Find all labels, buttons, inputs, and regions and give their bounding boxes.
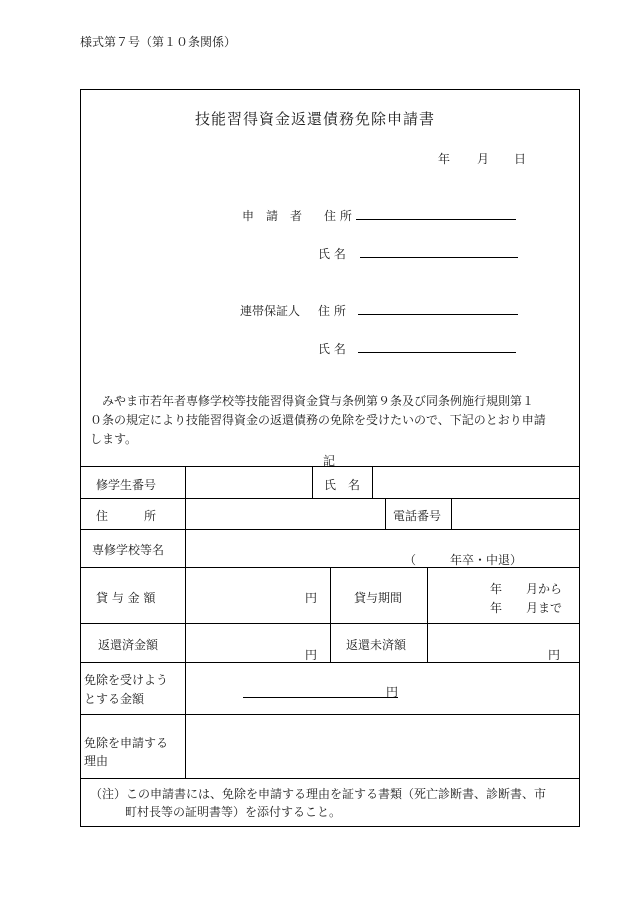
applicant-name-field[interactable] [360, 257, 518, 258]
guarantor-name-field[interactable] [358, 352, 516, 353]
guarantor-address-label: 住 所 [318, 304, 346, 318]
school-name-label: 専修学校等名 [92, 543, 165, 557]
period-to-year: 年 [490, 601, 503, 615]
date-year-label: 年 [438, 152, 451, 166]
statement-line: します。 [90, 432, 138, 446]
table-col-border [385, 498, 386, 529]
table-bottom-border [80, 778, 580, 779]
student-number-field[interactable] [186, 467, 311, 497]
loan-amount-yen: 円 [305, 591, 318, 605]
applicant-address-field[interactable] [356, 219, 516, 220]
guarantor-label: 連帯保証人 [240, 304, 301, 318]
note-line-2: 町村長等の証明書等）を添付すること。 [125, 805, 342, 819]
document-title: 技能習得資金返還債務免除申請書 [194, 110, 435, 128]
application-statement [90, 392, 575, 449]
graduation-status-label: 年卒・中退） [450, 553, 523, 567]
statement-line: ０条の規定により技能習得資金の返還債務の免除を受けたいので、下記のとおり申請 [90, 413, 546, 427]
repaid-amount-field[interactable] [186, 624, 306, 661]
repaid-amount-yen: 円 [305, 648, 318, 662]
name-label: 氏 名 [324, 478, 361, 492]
phone-label: 電話番号 [393, 509, 442, 523]
table-col-border [330, 567, 331, 662]
statement-line: みやま市若年者専修学校等技能習得資金貸与条例第９条及び同条例施行規則第１ [90, 394, 535, 408]
note-line-1: （注）この申請書には、免除を申請する理由を証する書類（死亡診断書、診断書、市 [90, 787, 547, 801]
period-to-month: 月まで [526, 601, 563, 615]
table-row-border [80, 662, 580, 663]
address-field[interactable] [186, 499, 384, 528]
period-from-month: 月から [526, 582, 563, 596]
exempt-amount-label-1: 免除を受けよう [84, 673, 169, 687]
form-number: 様式第７号（第１０条関係） [80, 35, 237, 49]
date-day-label: 日 [514, 152, 527, 166]
address-label: 住 所 [96, 509, 157, 523]
ki-label: 記 [323, 454, 336, 468]
applicant-label: 申 請 者 [242, 209, 303, 223]
loan-period-label: 貸与期間 [354, 591, 403, 605]
guarantor-name-label: 氏 名 [318, 342, 346, 356]
applicant-name-label: 氏 名 [318, 247, 346, 261]
date-month-label: 月 [477, 152, 490, 166]
exempt-amount-field[interactable] [243, 697, 398, 698]
repaid-amount-label: 返還済金額 [98, 638, 159, 652]
loan-amount-label: 貸 与 金 額 [96, 591, 156, 605]
unpaid-amount-yen: 円 [548, 648, 561, 662]
phone-field[interactable] [452, 499, 579, 528]
student-number-label: 修学生番号 [96, 478, 157, 492]
school-name-field[interactable] [186, 530, 579, 550]
unpaid-amount-field[interactable] [428, 624, 546, 661]
table-col-border [312, 466, 313, 498]
applicant-address-label: 住 所 [324, 209, 352, 223]
reason-field[interactable] [186, 715, 579, 777]
exempt-amount-label-2: とする金額 [84, 692, 145, 706]
guarantor-address-field[interactable] [358, 314, 518, 315]
exempt-amount-yen: 円 [386, 685, 399, 699]
period-from-year: 年 [490, 582, 503, 596]
unpaid-amount-label: 返還未済額 [346, 638, 407, 652]
name-field[interactable] [373, 467, 579, 497]
reason-label-1: 免除を申請する [84, 736, 169, 750]
loan-amount-field[interactable] [186, 568, 306, 622]
grad-paren-open: （ [404, 553, 417, 567]
reason-label-2: 理由 [84, 754, 109, 768]
